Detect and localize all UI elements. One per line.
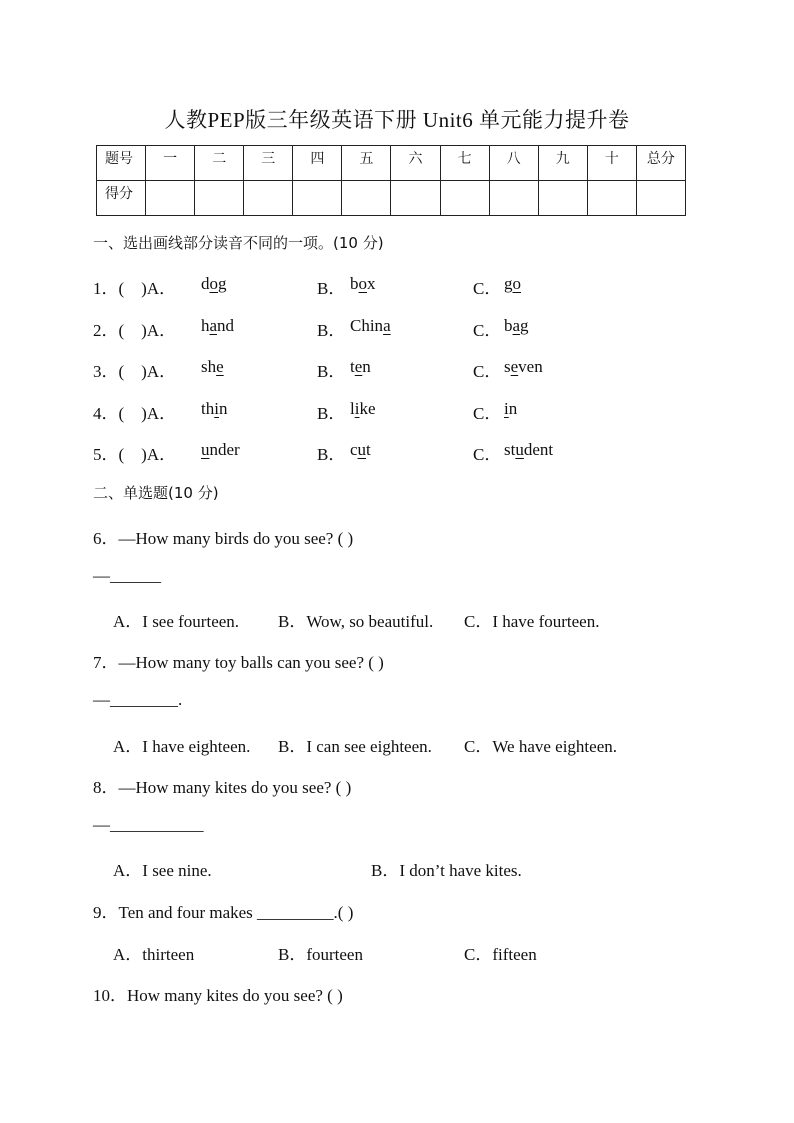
question-number: 2．( )A． — [93, 321, 177, 340]
score-header-cell: 总分 — [636, 146, 685, 181]
question-7-option-c[interactable]: C．We have eighteen. — [464, 737, 617, 756]
question-9-option-c[interactable]: C．fifteen — [464, 945, 537, 964]
score-cell[interactable] — [293, 181, 342, 216]
question-7-answer-line[interactable]: —________. — [93, 690, 183, 709]
score-cell[interactable] — [146, 181, 195, 216]
question-8-answer-line[interactable]: —___________ — [93, 815, 204, 834]
score-header-cell: 九 — [538, 146, 587, 181]
score-cell[interactable] — [587, 181, 636, 216]
option-c-word: go — [504, 274, 521, 293]
question-6-stem: 6．—How many birds do you see? ( ) — [93, 529, 354, 548]
option-a-word: dog — [201, 274, 227, 293]
option-c-word: seven — [504, 357, 543, 376]
option-c-label: C． — [473, 362, 502, 381]
score-header-cell: 题号 — [97, 146, 146, 181]
option-a-word: under — [201, 440, 240, 459]
score-table-score-row — [97, 181, 686, 216]
option-c-label: C． — [473, 321, 502, 340]
option-b-word: cut — [350, 440, 371, 459]
score-header-cell: 三 — [244, 146, 293, 181]
score-header-cell: 一 — [146, 146, 195, 181]
option-b-word: China — [350, 316, 391, 335]
score-header-cell: 八 — [489, 146, 538, 181]
score-cell[interactable] — [636, 181, 685, 216]
option-b-label: B． — [317, 445, 346, 464]
question-6-option-c[interactable]: C．I have fourteen. — [464, 612, 600, 631]
option-b-word: box — [350, 274, 376, 293]
question-8-stem: 8．—How many kites do you see? ( ) — [93, 778, 352, 797]
option-c-word: in — [504, 399, 518, 418]
score-header-cell: 十 — [587, 146, 636, 181]
score-cell[interactable] — [342, 181, 391, 216]
option-b-word: like — [350, 399, 376, 418]
score-cell[interactable] — [244, 181, 293, 216]
option-c-label: C． — [473, 279, 502, 298]
option-b-label: B． — [317, 404, 346, 423]
score-cell[interactable] — [195, 181, 244, 216]
question-number: 5．( )A． — [93, 445, 177, 464]
question-number: 4．( )A． — [93, 404, 177, 423]
option-b-label: B． — [317, 279, 346, 298]
question-6-answer-line[interactable]: —______ — [93, 566, 161, 585]
option-a-word: she — [201, 357, 224, 376]
score-cell[interactable] — [538, 181, 587, 216]
option-a-word: thin — [201, 399, 228, 418]
score-row-label: 得分 — [97, 181, 146, 216]
score-header-cell: 二 — [195, 146, 244, 181]
question-8-option-a[interactable]: A．I see nine. — [113, 861, 212, 880]
score-cell[interactable] — [391, 181, 440, 216]
score-header-cell: 五 — [342, 146, 391, 181]
question-7-option-a[interactable]: A．I have eighteen. — [113, 737, 251, 756]
option-b-label: B． — [317, 321, 346, 340]
option-b-word: ten — [350, 357, 371, 376]
question-6-option-a[interactable]: A．I see fourteen. — [113, 612, 240, 631]
option-c-word: bag — [504, 316, 529, 335]
option-c-label: C． — [473, 404, 502, 423]
question-7-stem: 7．—How many toy balls can you see? ( ) — [93, 653, 384, 672]
section1-heading: 一、选出画线部分读音不同的一项。(10 分) — [93, 234, 384, 252]
option-b-label: B． — [317, 362, 346, 381]
question-8-option-b[interactable]: B．I don’t have kites. — [371, 861, 522, 880]
option-a-word: hand — [201, 316, 235, 335]
question-7-option-b[interactable]: B．I can see eighteen. — [278, 737, 432, 756]
question-number: 3．( )A． — [93, 362, 177, 381]
score-cell[interactable] — [489, 181, 538, 216]
question-9-option-b[interactable]: B．fourteen — [278, 945, 363, 964]
question-number: 1．( )A． — [93, 279, 177, 298]
question-9-option-a[interactable]: A．thirteen — [113, 945, 195, 964]
score-table — [96, 145, 686, 216]
option-c-word: student — [504, 440, 554, 459]
score-header-cell: 六 — [391, 146, 440, 181]
question-6-option-b[interactable]: B．Wow, so beautiful. — [278, 612, 434, 631]
option-c-label: C． — [473, 445, 502, 464]
section2-heading: 二、单选题(10 分) — [93, 484, 219, 502]
score-header-cell: 四 — [293, 146, 342, 181]
score-cell[interactable] — [440, 181, 489, 216]
question-9-stem: 9．Ten and four makes _________.( ) — [93, 903, 354, 922]
page-title: 人教PEP版三年级英语下册 Unit6 单元能力提升卷 — [164, 108, 630, 132]
score-table-header-row — [97, 146, 686, 181]
score-header-cell: 七 — [440, 146, 489, 181]
question-10-stem: 10．How many kites do you see? ( ) — [93, 986, 343, 1005]
